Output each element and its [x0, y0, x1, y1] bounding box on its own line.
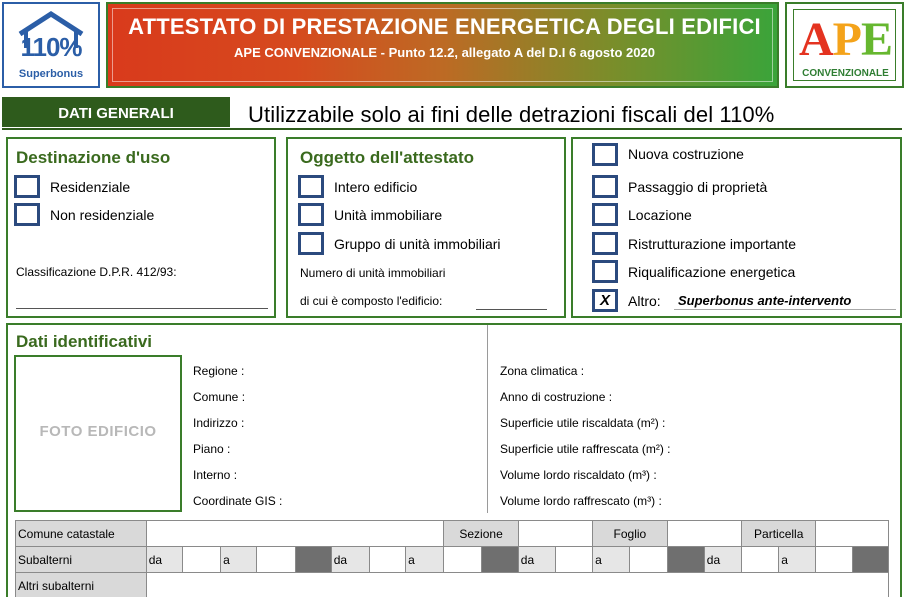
unit-group-label: Gruppo di unità immobiliari [334, 236, 501, 252]
interior-field: Interno : [193, 468, 238, 482]
table-row-comune [16, 521, 889, 547]
cadastral-table [15, 520, 889, 597]
energy-upgrade-label: Riqualificazione energetica [628, 264, 796, 280]
non-residential-label: Non residenziale [50, 207, 155, 223]
subunit-from-label: da [518, 547, 555, 573]
subunit-from-label: da [704, 547, 741, 573]
floor-field: Piano : [193, 442, 231, 456]
subunit-to-label: a [593, 547, 630, 573]
page-title: ATTESTATO DI PRESTAZIONE ENERGETICA DEGLI EDIFICI [128, 14, 761, 39]
subunit-separator [852, 547, 888, 573]
subunits-label: Subalterni [16, 547, 147, 573]
general-data-label: DATI GENERALI [2, 101, 230, 127]
subunit-from-label: da [331, 547, 369, 573]
logo-110-number: 110% [20, 32, 82, 62]
subunit-separator [481, 547, 518, 573]
subunit-to-input[interactable] [816, 547, 852, 573]
subunit-from-input[interactable] [555, 547, 592, 573]
title-banner [106, 2, 779, 88]
other-underline [674, 309, 896, 310]
municipality-field: Comune : [193, 390, 246, 404]
other-subunits-label: Altri subalterni [16, 573, 147, 597]
ape-letters [794, 13, 897, 66]
checkbox-unit-group[interactable] [298, 232, 324, 255]
destination-title: Destinazione d'uso [16, 148, 171, 167]
checkbox-residential[interactable] [14, 175, 40, 198]
units-count-field[interactable] [476, 309, 547, 310]
building-photo[interactable] [14, 355, 182, 512]
residential-label: Residenziale [50, 179, 131, 195]
heated-area-field: Superficie utile riscaldata (m²) : [500, 416, 666, 430]
housing-unit-label: Unità immobiliare [334, 207, 443, 223]
subunit-from-input[interactable] [369, 547, 405, 573]
subunit-to-label: a [779, 547, 816, 573]
identification-title: Dati identificativi [16, 332, 153, 351]
superbonus-logo [2, 2, 100, 88]
section-input[interactable] [518, 521, 592, 547]
cooled-area-field: Superficie utile raffrescata (m²) : [500, 442, 671, 456]
table-row-altri [16, 573, 889, 597]
photo-placeholder: FOTO EDIFICIO [39, 423, 157, 440]
ape-letter-a: A [798, 13, 833, 66]
ape-logo-frame [793, 9, 896, 81]
checkbox-whole-building[interactable] [298, 175, 324, 198]
construction-year-field: Anno di costruzione : [500, 390, 613, 404]
cooled-volume-field: Volume lordo raffrescato (m³) : [500, 494, 662, 508]
subunit-to-label: a [406, 547, 444, 573]
checkbox-new-construction[interactable] [592, 143, 618, 166]
checkbox-non-residential[interactable] [14, 203, 40, 226]
parcel-label: Particella [741, 521, 815, 547]
checkbox-lease[interactable] [592, 203, 618, 226]
parcel-input[interactable] [816, 521, 889, 547]
subunit-to-input[interactable] [444, 547, 481, 573]
ownership-transfer-label: Passaggio di proprietà [628, 179, 768, 195]
subunit-from-input[interactable] [741, 547, 778, 573]
cadastral-municipality-input[interactable] [146, 521, 444, 547]
subunit-from-input[interactable] [182, 547, 220, 573]
logo-110-caption: Superbonus [18, 68, 84, 80]
heated-volume-field: Volume lordo riscaldato (m³) : [500, 468, 657, 482]
checkbox-other[interactable]: X [592, 289, 618, 312]
ape-logo-caption: CONVENZIONALE [802, 68, 889, 79]
object-title: Oggetto dell'attestato [300, 148, 475, 167]
sheet-input[interactable] [667, 521, 741, 547]
units-count-label-2: di cui è composto l'edificio: [300, 294, 443, 308]
section-label: Sezione [444, 521, 518, 547]
page-subtitle: APE CONVENZIONALE - Punto 12.2, allegato A del D.I 6 agosto 2020 [234, 45, 655, 60]
subunit-to-label: a [221, 547, 257, 573]
units-count-label: Numero di unità immobiliari [300, 266, 446, 280]
checkbox-ownership-transfer[interactable] [592, 175, 618, 198]
gis-field: Coordinate GIS : [193, 494, 283, 508]
classification-field[interactable] [16, 308, 268, 309]
other-label: Altro: [628, 293, 661, 309]
checkbox-energy-upgrade[interactable] [592, 260, 618, 283]
usage-note: Utilizzabile solo ai fini delle detrazioni fiscali del 110% [248, 102, 775, 127]
address-field: Indirizzo : [193, 416, 245, 430]
checkbox-housing-unit[interactable] [298, 203, 324, 226]
checkbox-major-renovation[interactable] [592, 232, 618, 255]
ape-letter-e: E [860, 13, 892, 66]
cadastral-municipality-label: Comune catastale [16, 521, 147, 547]
lease-label: Locazione [628, 207, 692, 223]
sheet-label: Foglio [593, 521, 667, 547]
subunit-to-input[interactable] [630, 547, 667, 573]
new-construction-label: Nuova costruzione [628, 146, 744, 162]
subunit-separator [667, 547, 704, 573]
other-value: Superbonus ante-intervento [678, 293, 852, 308]
region-field: Regione : [193, 364, 245, 378]
subunit-separator [295, 547, 331, 573]
whole-building-label: Intero edificio [334, 179, 418, 195]
subunit-from-label: da [146, 547, 182, 573]
identification-divider [487, 325, 488, 513]
reason-panel [571, 137, 902, 318]
other-subunits-input[interactable] [146, 573, 888, 597]
subunit-to-input[interactable] [257, 547, 295, 573]
ape-letter-p: P [832, 13, 861, 66]
ape-logo [785, 2, 904, 88]
major-renovation-label: Ristrutturazione importante [628, 236, 797, 252]
classification-label: Classificazione D.P.R. 412/93: [16, 265, 177, 279]
climate-zone-field: Zona climatica : [500, 364, 585, 378]
table-row-subalterni [16, 547, 889, 573]
